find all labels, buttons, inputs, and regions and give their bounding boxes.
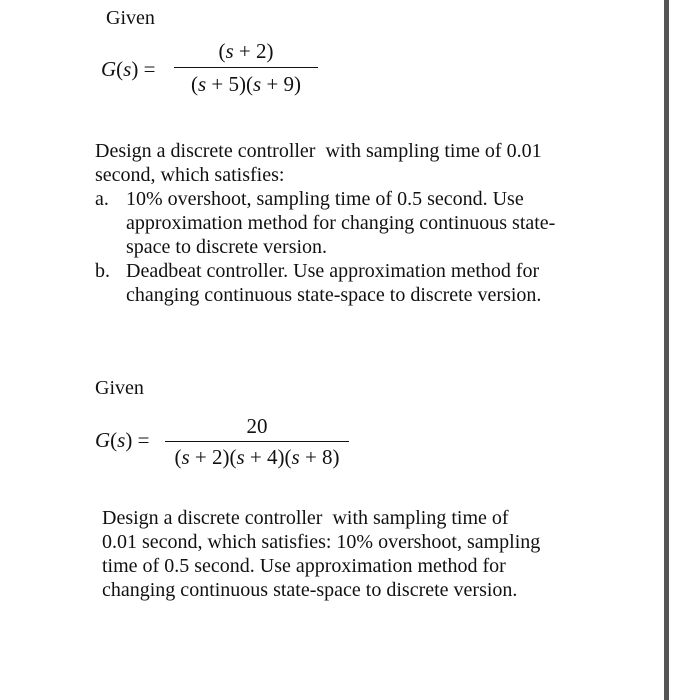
fraction-bar-1 [174,67,318,68]
equation-denominator-2: (s + 2)(s + 4)(s + 8) [174,445,340,469]
equation-denominator-1: (s + 5)(s + 9) [190,72,302,96]
item-b-line1: Deadbeat controller. Use approximation method for [126,260,540,282]
problem1-intro [95,139,655,187]
item-a-line1: 10% overshoot, sampling time of 0.5 second. Use [126,188,524,210]
list-item-b [95,259,655,307]
problem1-intro-line2: second, which satisfies: [95,164,285,186]
equation-lhs-1: G(s) = [101,57,156,81]
problem1-requirements-list [95,187,655,307]
equation-numerator-1: (s + 2) [218,39,274,63]
list-marker-a: a. [95,188,109,210]
problem1-intro-line1: Design a discrete controller with sampling time of 0.01 [95,140,542,162]
list-marker-b: b. [95,260,110,282]
fraction-bar-2 [165,441,349,442]
given-label-2: Given [95,377,144,399]
item-a-line2: approximation method for changing continuous state- [126,212,556,234]
list-item-a [95,187,655,259]
problem2-description [102,506,662,602]
problem2-line2: 0.01 second, which satisfies: 10% overshoot, sampling [102,531,541,553]
problem2-line3: time of 0.5 second. Use approximation method for [102,555,506,577]
page-edge-scrollbar [664,0,669,700]
item-b-line2: changing continuous state-space to discrete version. [126,284,542,306]
item-a-line3: space to discrete version. [126,236,328,258]
problem2-line4: changing continuous state-space to discrete version. [102,579,518,601]
equation-lhs-2: G(s) = [95,428,150,452]
problem2-line1: Design a discrete controller with sampling time of [102,507,509,529]
given-label-1: Given [106,7,155,29]
equation-numerator-2: 20 [246,414,268,438]
